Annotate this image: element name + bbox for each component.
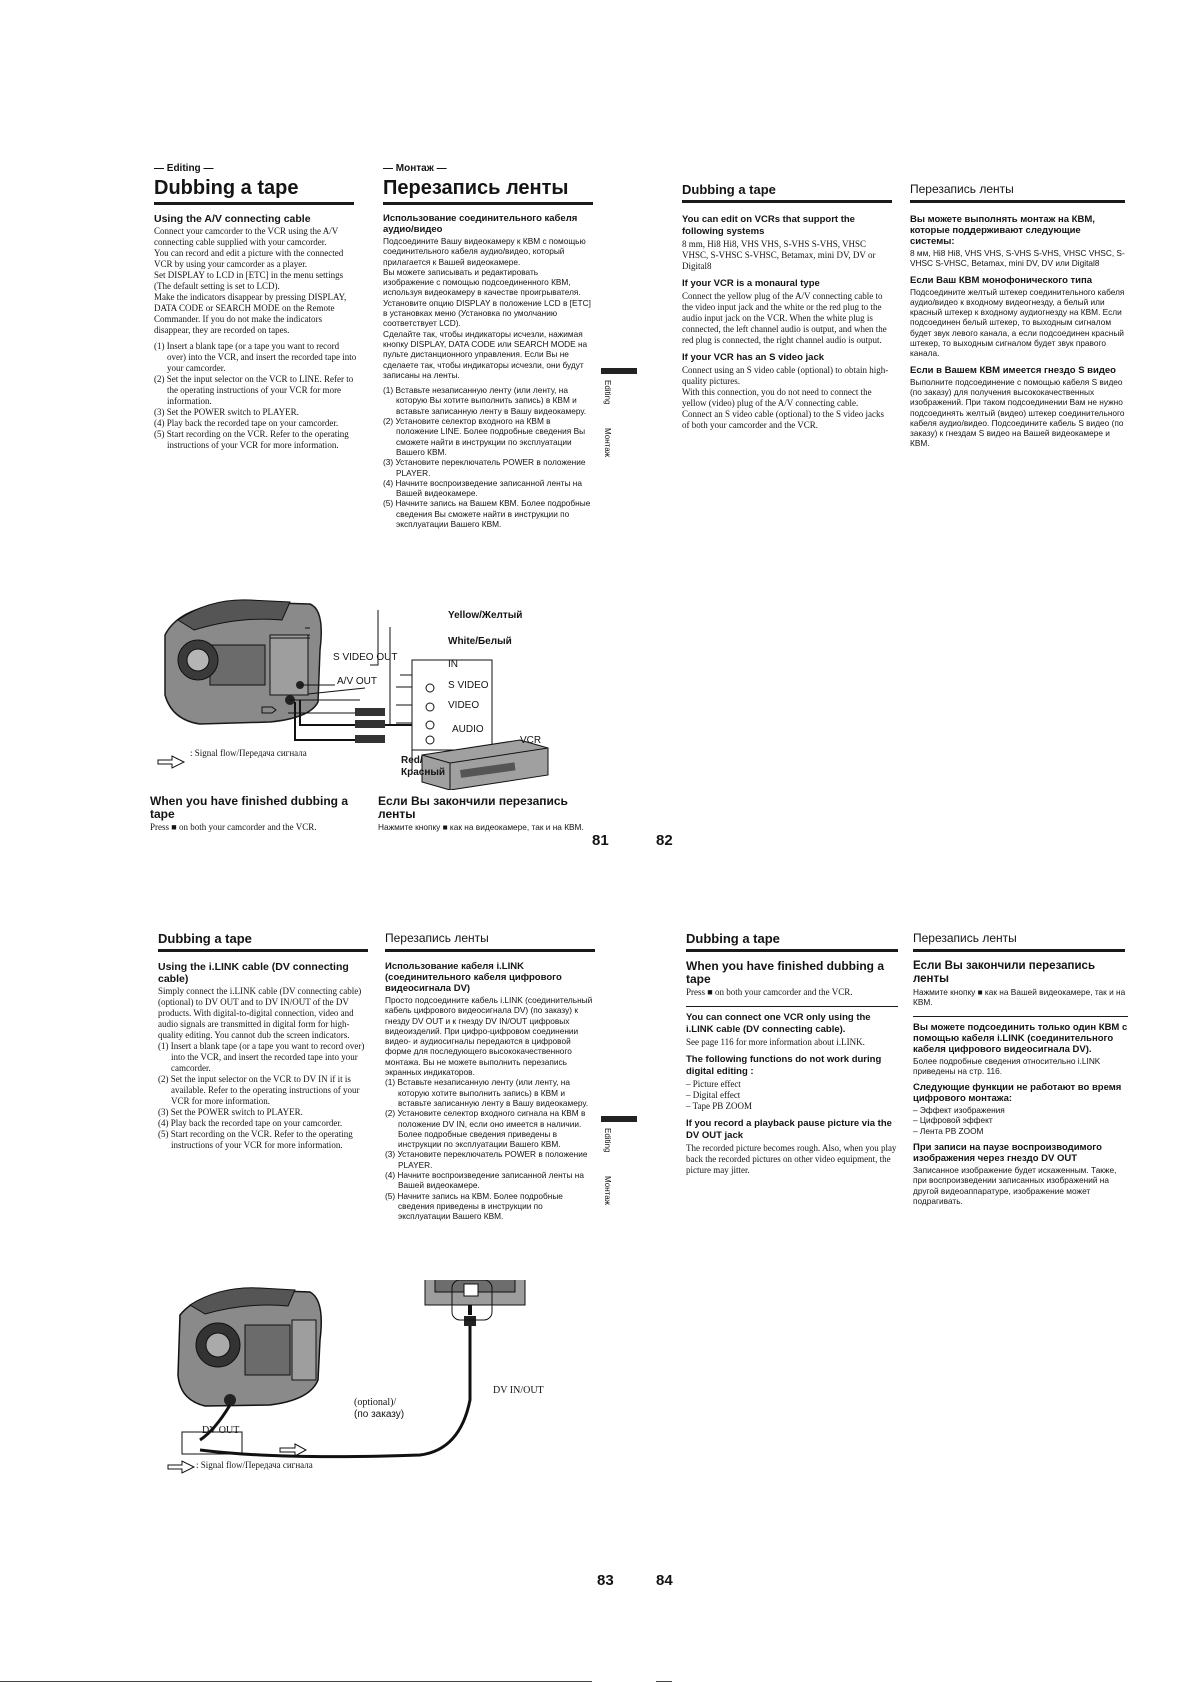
heading-one-vcr-ru: Вы можете подсоединить только один КВМ с помощью кабеля i.LINK (соединительного кабеля цифрового видеосигнала DV). <box>913 1021 1128 1055</box>
heading-s-video: If your VCR has an S video jack <box>682 352 825 363</box>
paragraph: 8 мм, Hi8 Hi8, VHS VHS, S-VHS S-VHS, VHSC VHSC, S-VHSC S-VHSC, Betamax, mini DV, DV или Digital8 <box>910 248 1125 269</box>
page-number: 83 <box>597 1572 614 1589</box>
step-item: (1) Вставьте незаписанную ленту (или ленту, на которую Вы хотите выполнить запись) в КВМ и вставьте записанную ленту в Вашу видеокамеру. <box>383 385 586 416</box>
scan-edge-line <box>0 1681 592 1682</box>
column-ru-81 <box>383 213 591 529</box>
paragraph: Подсоедините Вашу видеокамеру к КВМ с помощью соединительного кабеля аудио/видео, который прилагается к Вашей видеокамере. <box>383 236 586 267</box>
step-item: (4) Начните воспроизведение записанной ленты на Вашей видеокамере. <box>383 477 582 499</box>
label-optional-ru: (по заказу) <box>354 1409 405 1420</box>
page-title-ru: Перезапись ленты <box>383 177 569 199</box>
camcorder-illustration <box>165 600 321 724</box>
step-item: (5) Начните запись на Вашем КВМ. Более подробные сведения Вы сможете найти в инструкции по эксплуатации Вашего КВМ. <box>383 498 591 530</box>
page-title-ru: Перезапись ленты <box>385 931 489 945</box>
column-en-81 <box>154 213 359 451</box>
title-rule-en <box>158 949 368 952</box>
heading-av-cable-ru: Использование соединительного кабеля аудио/видео <box>383 213 578 235</box>
ilink-connection-diagram <box>160 1280 600 1480</box>
paragraph: 8 mm, Hi8 Hi8, VHS VHS, S-VHS S-VHS, VHSC VHSC, S-VHSC S-VHSC, Betamax, mini DV, DV or Digital8 <box>682 239 876 271</box>
step-item: (4) Начните воспроизведение записанной ленты на Вашей видеокамере. <box>385 1170 584 1191</box>
label-vcr: VCR <box>520 735 542 746</box>
signal-flow-icon <box>158 756 184 768</box>
paragraph: With this connection, you do not need to connect the yellow (video) plug of the A/V connecting cable. <box>682 387 872 408</box>
step-item: (1) Вставьте незаписанную ленту (или ленту, на которую хотите выполнить запись) в КВМ и вставьте записанную ленту в Вашу видеокамеру. <box>385 1077 588 1108</box>
paragraph: Установите опцию DISPLAY в положение LCD в [ETC] в установках меню (Установка по умолчанию соответствует LCD). <box>383 297 591 329</box>
signal-flow-legend: : Signal flow/Передача сигнала <box>190 748 307 758</box>
heading-finish: When you have finished dubbing a tape <box>686 959 885 986</box>
page-title-en: Dubbing a tape <box>158 931 252 946</box>
heading-ilink-ru: Использование кабеля i.LINK (соединительного кабеля цифрового видеосигнала DV) <box>385 961 562 994</box>
step-item: (3) Установите переключатель POWER в положение PLAYER. <box>385 1149 588 1170</box>
vcr-illustration <box>425 1280 525 1320</box>
title-rule-ru <box>385 949 595 952</box>
step-item: (2) Set the input selector on the VCR to LINE. Refer to the operating instructions of your VCR for more information. <box>154 374 354 406</box>
label-s-video-out: S VIDEO OUT <box>333 652 398 663</box>
paragraph: Connect the yellow plug of the A/V connecting cable to the video input jack and the white or the red plug to the audio input jack on the VCR. When the white plug is connected, the left channel audio is output, and when the red plug is connected, the right channel audio is output. <box>682 291 887 345</box>
column-en-82 <box>682 214 890 431</box>
heading-finish: When you have finished dubbing a tape <box>150 794 349 821</box>
page-number: 81 <box>592 832 609 849</box>
page-number: 82 <box>656 832 673 849</box>
paragraph: Connect using an S video cable (optional) to obtain high-quality pictures. <box>682 365 889 386</box>
signal-flow-legend: : Signal flow/Передача сигнала <box>196 1460 313 1470</box>
label-dv-in-out: DV IN/OUT <box>493 1385 544 1396</box>
paragraph: Сделайте так, чтобы индикаторы исчезли, нажимая кнопку DISPLAY, DATA CODE или SEARCH MODE на пульте дистанционного управления. Если Вы не сделаете так, чтобы индикаторы исчезли, они будут записаны на ленты. <box>383 328 588 380</box>
page-title-en: Dubbing a tape <box>682 182 776 197</box>
step-item: (2) Set the input selector on the VCR to DV IN if it is available. Refer to the operating instructions of your VCR for more information. <box>158 1074 360 1106</box>
av-connection-diagram <box>150 590 610 790</box>
column-en-83 <box>158 961 370 1151</box>
list-item: – Digital effect <box>686 1090 741 1100</box>
paragraph: Более подробные сведения относительно i.LINK приведены на стр. 116. <box>913 1055 1101 1076</box>
tab-label-en: Editing <box>603 1128 612 1153</box>
title-rule-en <box>686 949 898 952</box>
tab-label-en: Editing <box>603 380 612 405</box>
scan-edge-mark <box>656 1681 672 1682</box>
paragraph: Connect an S video cable (optional) to the S video jacks of both your camcorder and the VCR. <box>682 409 884 430</box>
page-title-en: Dubbing a tape <box>154 177 299 199</box>
label-optional: (optional)/ <box>354 1397 397 1408</box>
paragraph: The recorded picture becomes rough. Also, when you play back the recorded pictures on other video equipment, the picture may jitter. <box>686 1143 897 1175</box>
step-item: (4) Play back the recorded tape on your camcorder. <box>158 1118 343 1128</box>
page-title-en: Dubbing a tape <box>686 931 780 946</box>
heading-functions: The following functions do not work during digital editing : <box>686 1054 882 1077</box>
heading-pause-ru: При записи на паузе воспроизводимого изображения через гнездо DV OUT <box>913 1142 1102 1165</box>
label-yellow: Yellow/Желтый <box>448 610 523 621</box>
list-item: – Эффект изображения <box>913 1105 1005 1116</box>
label-av-out: A/V OUT <box>337 676 378 687</box>
title-rule-ru <box>910 200 1125 203</box>
heading-s-video-ru: Если в Вашем КВМ имеется гнездо S видео <box>910 364 1116 376</box>
paragraph: Вы можете записывать и редактировать изображение с помощью подсоединенного КВМ, используя видеокамеру в качестве проигрывателя. <box>383 266 581 298</box>
list-item: – Цифровой эффект <box>913 1115 993 1126</box>
label-in: IN <box>448 659 458 670</box>
title-rule-en <box>154 202 354 205</box>
section-label-ru: — Монтаж — <box>383 163 447 174</box>
paragraph: See page 116 for more information about i.LINK. <box>686 1037 865 1047</box>
step-item: (2) Установите селектор входного на КВМ в положение LINE. Более подробные сведения Вы сможете найти в инструкции по эксплуатации Вашего КВМ. <box>383 416 586 457</box>
label-red-ru: Красный <box>401 767 446 778</box>
paragraph: Подсоедините желтый штекер соединительного кабеля аудио/видео к входному видеогнезду, а белый или красный штекер к входному аудиогнезду на КВМ. Если подсоединен белый штекер, то выходным сигналом будет звук левого канала, а если подсоединен красный штекер, то выходным сигналом будет звук правого канала. <box>910 286 1125 359</box>
tab-marker <box>601 368 637 374</box>
tab-label-ru: Монтаж <box>603 428 612 457</box>
page-number: 84 <box>656 1572 673 1589</box>
step-item: (5) Start recording on the VCR. Refer to the operating instructions of your VCR for more information. <box>158 1129 353 1150</box>
paragraph: Нажмите кнопку ■ как на Вашей видеокамере, так и на КВМ. <box>913 987 1126 1008</box>
label-s-video: S VIDEO <box>448 680 489 691</box>
step-item: (3) Установите переключатель POWER в положение PLAYER. <box>383 457 586 478</box>
step-item: (2) Установите селектор входного сигнала на КВМ в положение DV IN, если оно имеется в наличии. Более подробные сведения приведены в инструкции по эксплуатации Вашего КВМ. <box>385 1108 586 1150</box>
title-rule-ru <box>913 949 1125 952</box>
list-item: – Tape PB ZOOM <box>686 1101 752 1111</box>
label-red: Red/ <box>401 755 423 766</box>
paragraph: Make the indicators disappear by pressing DISPLAY, DATA CODE or SEARCH MODE on the Remote Commander. If you do not make the indicators disappear, they are recorded on tapes. <box>154 292 347 335</box>
heading-systems-ru: Вы можете выполнять монтаж на КВМ, которые поддерживают следующие системы: <box>910 214 1095 247</box>
steps-list <box>158 1041 370 1151</box>
step-item: (3) Set the POWER switch to PLAYER. <box>154 407 299 417</box>
label-video: VIDEO <box>448 700 480 711</box>
heading-pause: If you record a playback pause picture via the DV OUT jack <box>686 1118 892 1141</box>
heading-functions-ru: Следующие функции не работают во время цифрового монтажа: <box>913 1082 1122 1105</box>
heading-monaural: If your VCR is a monaural type <box>682 278 820 289</box>
heading-finish-ru: Если Вы закончили перезапись ленты <box>378 794 568 821</box>
title-rule-en <box>682 200 892 203</box>
paragraph: Press ■ on both your camcorder and the VCR. <box>150 822 317 832</box>
camcorder-illustration <box>178 1288 321 1406</box>
paragraph: Нажмите кнопку ■ как на видеокамере, так и на КВМ. <box>378 822 584 832</box>
paragraph: Press ■ on both your camcorder and the VCR. <box>686 987 853 997</box>
steps-list <box>154 341 359 451</box>
page-title-ru: Перезапись ленты <box>913 931 1017 945</box>
title-rule-ru <box>383 202 593 205</box>
paragraph: Записанное изображение будет искаженным. Также, при воспроизведении записанных изображений на другой видеоаппаратуре, изображение может подрагивать. <box>913 1165 1117 1206</box>
page-title-ru: Перезапись ленты <box>910 182 1014 196</box>
finish-block-en <box>150 795 360 833</box>
heading-av-cable: Using the A/V connecting cable <box>154 213 311 225</box>
divider <box>913 1016 1128 1017</box>
divider <box>686 1006 898 1007</box>
label-white: White/Белый <box>448 636 512 647</box>
list-item: – Лента PB ZOOM <box>913 1125 984 1136</box>
steps-list-ru <box>385 1077 597 1221</box>
heading-systems: You can edit on VCRs that support the following systems <box>682 214 855 237</box>
steps-list-ru <box>383 385 591 529</box>
heading-one-vcr: You can connect one VCR only using the i.LINK cable (DV connecting cable). <box>686 1012 871 1035</box>
step-item: (5) Start recording on the VCR. Refer to the operating instructions of your VCR for more information. <box>154 429 349 450</box>
step-item: (3) Set the POWER switch to PLAYER. <box>158 1107 303 1117</box>
vcr-illustration <box>422 740 548 790</box>
paragraph: Set DISPLAY to LCD in [ETC] in the menu settings (The default setting is set to LCD). <box>154 270 344 291</box>
column-ru-82 <box>910 214 1125 449</box>
label-audio: AUDIO <box>452 724 484 735</box>
column-en-84 <box>686 960 898 1176</box>
finish-block-ru <box>378 795 593 832</box>
step-item: (4) Play back the recorded tape on your camcorder. <box>154 418 339 428</box>
paragraph: Просто подсоедините кабель i.LINK (соединительный кабель цифрового видеосигнала DV) (по заказу) к гнезду DV OUT и к гнезду DV IN/OUT цифровых видеоизделий. При цифро-цифровом соединении видео- и аудиосигналы передаются в цифровой форме для последующего высококачественного монтажа. Вы не можете выполнить перезапись экранных индикаторов. <box>385 995 593 1078</box>
paragraph: You can record and edit a picture with the connected VCR by using your camcorder as a player. <box>154 248 344 269</box>
heading-ilink: Using the i.LINK cable (DV connecting cable) <box>158 961 349 985</box>
column-ru-83 <box>385 961 597 1222</box>
heading-finish-ru: Если Вы закончили перезапись ленты <box>913 960 1096 985</box>
paragraph: Simply connect the i.LINK cable (DV connecting cable) (optional) to DV OUT and to DV IN/OUT of the DV products. With digital-to-digital connection, video and audio signals are transmitted in digital form for high-quality editing. You cannot dub the screen indicators. <box>158 986 362 1040</box>
step-item: (1) Insert a blank tape (or a tape you want to record over) into the VCR, and insert the recorded tape into your camcorder. <box>158 1041 365 1073</box>
step-item: (1) Insert a blank tape (or a tape you want to record over) into the VCR, and insert the recorded tape into your camcorder. <box>154 341 357 373</box>
signal-flow-icon <box>168 1461 194 1473</box>
column-ru-84 <box>913 960 1128 1206</box>
list-item: – Picture effect <box>686 1079 741 1089</box>
section-label-en: — Editing — <box>154 163 214 174</box>
step-item: (5) Начните запись на КВМ. Более подробные сведения приведены в инструкции по эксплуатации Вашего КВМ. <box>385 1190 563 1222</box>
label-dv-out: DV OUT <box>202 1425 240 1436</box>
paragraph: Выполните подсоединение с помощью кабеля S видео (по заказу) для получения высококачественных изображений. При таком подсоединении Вам не нужно подсоединять желтый (видео) штекер соединительного кабеля аудио/видео. Подсоедините кабель S видео (по заказу) к гнездам S видео на Вашей видеокамере и КВМ. <box>910 376 1125 449</box>
paragraph: Connect your camcorder to the VCR using the A/V connecting cable supplied with your camcorder. <box>154 226 339 247</box>
tab-marker <box>601 1116 637 1122</box>
heading-monaural-ru: Если Ваш КВМ монофонического типа <box>910 274 1093 286</box>
tab-label-ru: Монтаж <box>603 1176 612 1205</box>
